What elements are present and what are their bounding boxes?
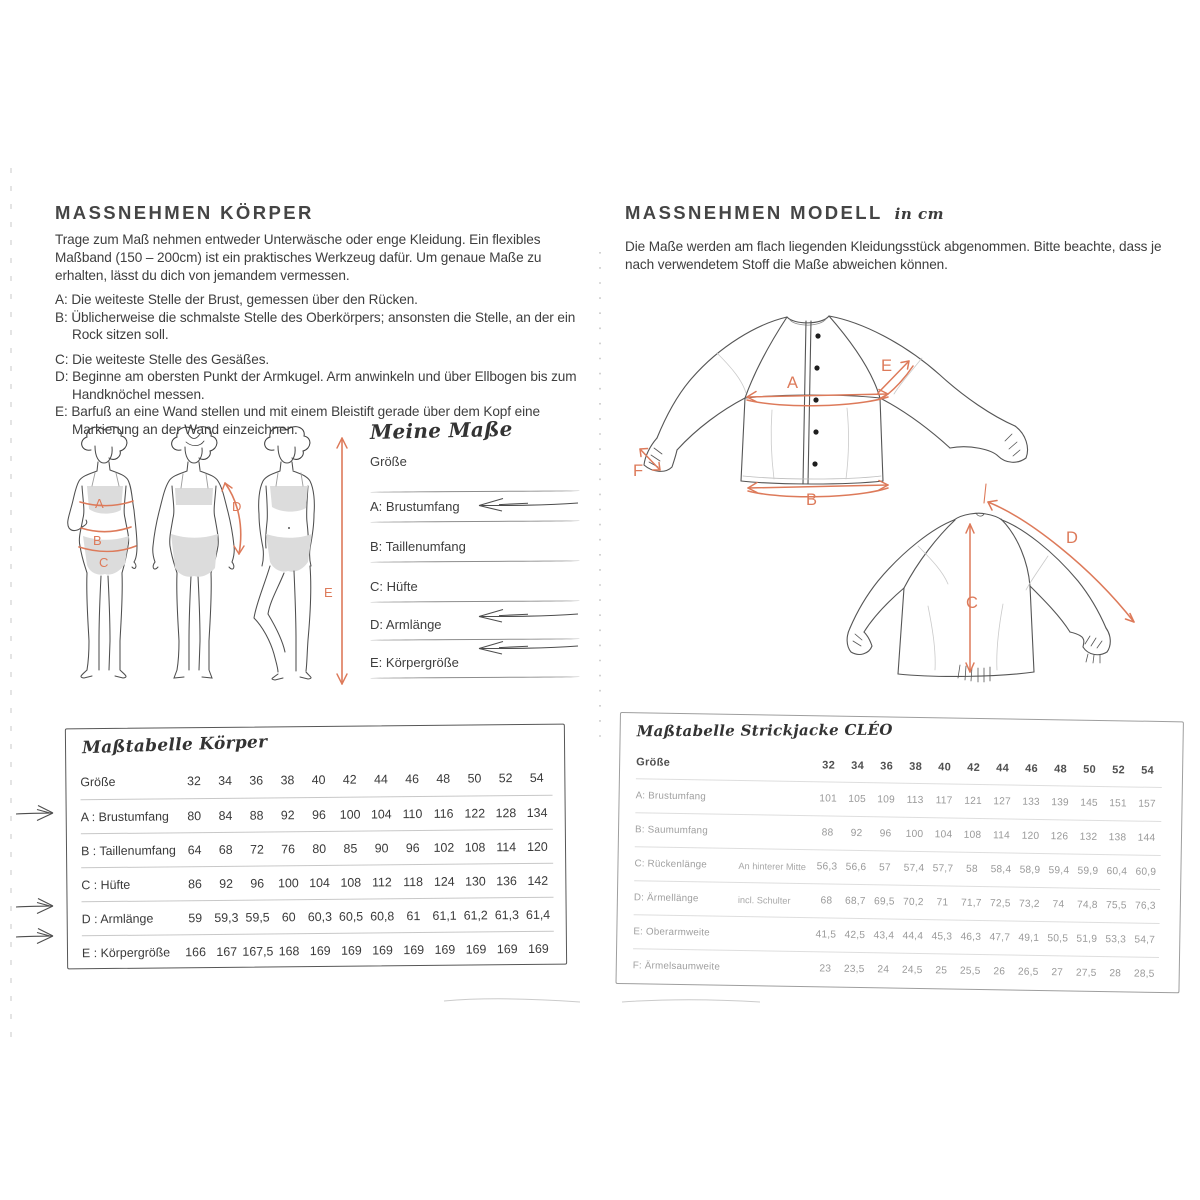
row-label: F: Ärmelsaumweite — [632, 960, 721, 973]
value-cell: 116 — [433, 806, 454, 821]
row-label: E: Oberarmweite — [633, 926, 710, 939]
measurement-field-label: A: Brustumfang — [370, 499, 460, 514]
value-cell: 60,3 — [307, 909, 333, 924]
value-cell: 80 — [187, 808, 202, 823]
value-cell: 50,5 — [1047, 933, 1069, 945]
value-cell: 58,4 — [990, 864, 1012, 876]
measurement-field-label: Größe — [370, 454, 407, 469]
measuring-step: B: Üblicherweise die schmalste Stelle des Oberkörpers; ansonsten die Stelle, an der ein Rock sitzen soll. — [55, 309, 576, 342]
value-cell: 71 — [936, 897, 949, 909]
value-cell: 122 — [464, 805, 486, 821]
size-header-cell: 32 — [822, 759, 836, 772]
value-cell: 157 — [1138, 798, 1156, 810]
value-cell: 59,5 — [245, 909, 270, 925]
size-column-header: Größe — [636, 756, 671, 769]
value-cell: 23 — [819, 963, 832, 975]
hand-drawn-arrow-icon — [472, 639, 580, 655]
value-cell: 49,1 — [1018, 932, 1040, 944]
value-cell: 114 — [496, 839, 517, 854]
value-cell: 68 — [218, 842, 233, 857]
fill-in-line — [370, 560, 580, 563]
value-cell: 101 — [819, 793, 837, 805]
size-header-cell: 50 — [1083, 763, 1097, 776]
value-cell: 68 — [820, 895, 833, 907]
value-cell: 46,3 — [960, 931, 982, 944]
value-cell: 61,3 — [494, 907, 520, 922]
value-cell: 60,8 — [370, 908, 395, 923]
diagram-label-bust: A — [787, 374, 799, 392]
value-cell: 23,5 — [843, 963, 865, 976]
value-cell: 100 — [277, 875, 299, 890]
value-cell: 59,3 — [214, 910, 239, 925]
value-cell: 57 — [878, 862, 891, 874]
diagram-label-upper-arm: E — [881, 357, 893, 375]
value-cell: 24 — [877, 964, 890, 976]
diagram-label-hem: B — [806, 491, 818, 509]
size-header-cell: 40 — [311, 772, 326, 788]
measurement-field — [370, 654, 580, 678]
value-cell: 121 — [964, 795, 982, 808]
value-cell: 92 — [850, 827, 863, 840]
value-cell: 169 — [465, 941, 487, 957]
value-cell: 27,5 — [1075, 967, 1097, 979]
value-cell: 169 — [403, 942, 425, 957]
row-note: An hinterer Mitte — [738, 860, 806, 872]
row-note — [740, 797, 814, 798]
figure-label-arm: D — [232, 499, 242, 514]
margin-arrow-icon — [14, 926, 58, 946]
body-figures-illustration — [42, 426, 352, 694]
value-cell: 61 — [406, 908, 421, 923]
garment-measurement-table — [615, 712, 1183, 993]
size-header-cell: 52 — [1112, 764, 1126, 777]
value-cell: 72 — [249, 842, 264, 857]
size-header-cell: 50 — [467, 771, 482, 786]
value-cell: 138 — [1108, 832, 1127, 844]
left-section-title: MASSNEHMEN KÖRPER — [55, 202, 314, 223]
value-cell: 169 — [496, 941, 518, 956]
note-column-header — [740, 764, 814, 765]
value-cell: 80 — [312, 841, 327, 856]
row-note — [739, 831, 813, 832]
size-header-cell: 46 — [1025, 762, 1039, 775]
value-cell: 102 — [433, 840, 455, 855]
fill-in-line — [370, 490, 580, 493]
size-header-cell: 42 — [342, 772, 357, 787]
size-header-cell: 54 — [1141, 764, 1155, 777]
value-cell: 108 — [340, 875, 362, 890]
value-cell: 134 — [526, 805, 548, 820]
left-intro-paragraph: Trage zum Maß nehmen entweder Unterwäsche oder enge Kleidung. Ein flexibles Maßband (150 – 200cm) ist ein praktisches Werkzeug dafür. Um genaue Maße zu erhalten, lässt du dich von jemandem vermessen. — [55, 232, 542, 283]
row-label: C : Hüfte — [81, 877, 131, 892]
size-column-header: Größe — [80, 774, 116, 790]
fill-in-line — [370, 600, 580, 603]
value-cell: 118 — [403, 874, 424, 889]
value-cell: 108 — [464, 839, 486, 855]
value-cell: 25,5 — [959, 965, 981, 978]
table-title: Maßtabelle Strickjacke CLÉO — [636, 720, 893, 741]
row-label: B: Saumumfang — [634, 824, 708, 837]
size-header-cell: 38 — [909, 760, 923, 774]
value-cell: 43,4 — [873, 930, 895, 942]
value-cell: 96 — [879, 828, 892, 840]
value-cell: 73,2 — [1018, 898, 1040, 910]
value-cell: 167 — [216, 944, 238, 959]
row-label: D: Ärmellänge — [633, 892, 699, 905]
value-cell: 53,3 — [1105, 934, 1127, 946]
size-header-cell: 42 — [967, 761, 981, 774]
value-cell: 61,1 — [432, 908, 457, 923]
value-cell: 104 — [934, 829, 953, 841]
value-cell: 130 — [464, 873, 486, 889]
value-cell: 72,5 — [989, 898, 1011, 910]
value-cell: 86 — [187, 876, 202, 891]
size-header-cell: 48 — [436, 771, 451, 786]
table-row — [81, 863, 553, 902]
diagram-label-back-length: C — [966, 594, 978, 612]
size-header-cell: 40 — [938, 761, 952, 774]
value-cell: 124 — [433, 874, 455, 889]
value-cell: 74,8 — [1076, 899, 1098, 911]
size-header-cell: 36 — [249, 773, 264, 788]
value-cell: 76,3 — [1134, 900, 1156, 912]
form-title: Meine Maße — [369, 416, 513, 444]
value-cell: 120 — [527, 839, 548, 854]
value-cell: 60,5 — [338, 909, 364, 924]
size-header-cell: 38 — [280, 773, 295, 788]
diagram-label-sleeve: D — [1066, 529, 1078, 547]
value-cell: 167,5 — [242, 943, 274, 959]
size-header-cell: 54 — [529, 770, 544, 785]
value-cell: 58,9 — [1019, 864, 1041, 876]
value-cell: 57,4 — [903, 862, 925, 875]
row-label: B : Taillenumfang — [80, 842, 176, 858]
value-cell: 151 — [1109, 798, 1127, 810]
value-cell: 109 — [877, 794, 895, 806]
body-measurement-table — [65, 724, 567, 970]
fill-in-line — [370, 676, 580, 679]
value-cell: 60,9 — [1135, 866, 1157, 878]
value-cell: 47,7 — [989, 932, 1011, 944]
value-cell: 76 — [281, 841, 296, 856]
right-section-header — [625, 202, 944, 224]
value-cell: 168 — [278, 943, 300, 958]
value-cell: 100 — [905, 828, 924, 841]
value-cell: 42,5 — [844, 929, 866, 942]
measuring-steps-list — [55, 291, 583, 438]
figure-label-height: E — [324, 585, 333, 600]
row-note: incl. Schulter — [737, 894, 791, 906]
value-cell: 60,4 — [1106, 866, 1128, 878]
value-cell: 108 — [963, 829, 982, 842]
value-cell: 142 — [527, 873, 549, 888]
measurement-field — [370, 538, 580, 562]
value-cell: 114 — [992, 830, 1011, 842]
value-cell: 117 — [935, 795, 953, 807]
value-cell: 28,5 — [1133, 968, 1155, 980]
value-cell: 88 — [821, 827, 834, 839]
value-cell: 44,4 — [902, 930, 924, 943]
table-title: Maßtabelle Körper — [81, 732, 268, 759]
size-header-cell: 34 — [218, 773, 233, 788]
size-header-cell: 34 — [851, 759, 865, 773]
value-cell: 59,4 — [1048, 865, 1070, 877]
value-cell: 145 — [1080, 797, 1098, 809]
row-label: A : Brustumfang — [80, 808, 169, 824]
size-header-cell: 46 — [405, 772, 420, 787]
value-cell: 56,3 — [816, 861, 838, 873]
value-cell: 96 — [250, 875, 265, 891]
value-cell: 27 — [1051, 967, 1064, 979]
measurement-field — [370, 616, 580, 640]
value-cell: 104 — [309, 875, 330, 890]
measurement-field-label: D: Armlänge — [370, 617, 442, 632]
value-cell: 120 — [1021, 830, 1040, 842]
size-header-cell: 52 — [498, 771, 513, 786]
value-cell: 51,9 — [1076, 933, 1098, 945]
size-header-cell: 44 — [373, 772, 388, 787]
value-cell: 112 — [371, 874, 392, 889]
value-cell: 45,3 — [931, 931, 953, 943]
margin-arrow-icon — [14, 896, 58, 916]
measurement-field-label: C: Hüfte — [370, 579, 418, 594]
fill-in-line — [370, 520, 580, 523]
value-cell: 104 — [370, 806, 392, 821]
row-note — [737, 933, 811, 934]
table-row — [81, 795, 553, 834]
size-header-cell: 48 — [1054, 763, 1068, 776]
value-cell: 132 — [1079, 831, 1098, 843]
value-cell: 59 — [188, 910, 203, 925]
value-cell: 60 — [281, 909, 296, 924]
row-label: C: Rückenlänge — [634, 858, 708, 871]
row-label: D : Armlänge — [81, 911, 154, 926]
value-cell: 88 — [249, 808, 264, 823]
value-cell: 61,4 — [525, 907, 551, 922]
jacket-back-diagram — [838, 476, 1168, 694]
value-cell: 85 — [343, 841, 358, 856]
row-label: A: Brustumfang — [635, 790, 707, 803]
value-cell: 169 — [372, 942, 393, 957]
hand-drawn-arrow-icon — [472, 496, 580, 512]
value-cell: 169 — [309, 943, 331, 958]
column-divider-dotted — [596, 252, 604, 746]
figure-label-bust: A — [95, 496, 104, 511]
value-cell: 74 — [1052, 899, 1065, 911]
value-cell: 113 — [906, 794, 924, 807]
value-cell: 71,7 — [960, 897, 982, 910]
figure-label-waist: B — [93, 533, 102, 548]
value-cell: 139 — [1051, 797, 1069, 809]
value-cell: 169 — [434, 942, 456, 957]
value-cell: 26,5 — [1017, 966, 1039, 978]
value-cell: 92 — [280, 807, 295, 822]
value-cell: 24,5 — [901, 964, 923, 977]
right-intro-paragraph: Die Maße werden am flach liegenden Kleidungsstück abgenommen. Bitte beachte, dass je nach verwendetem Stoff die Maße abweichen können. — [625, 239, 1162, 272]
measurement-field — [370, 498, 580, 522]
measuring-step: E: Barfuß an eine Wand stellen und mit einem Bleistift gerade über dem Kopf eine Markierung an der Wand einzeichnen. — [55, 404, 540, 437]
table-row — [82, 931, 554, 970]
figure-label-hip: C — [99, 555, 109, 570]
unit-note: in cm — [894, 205, 945, 223]
my-measurements-form — [369, 416, 580, 680]
value-cell: 84 — [218, 808, 233, 823]
row-note — [737, 967, 811, 968]
value-cell: 58 — [965, 863, 978, 875]
value-cell: 126 — [1050, 831, 1069, 843]
value-cell: 69,5 — [873, 896, 895, 908]
value-cell: 133 — [1022, 796, 1040, 808]
value-cell: 70,2 — [902, 896, 924, 909]
value-cell: 166 — [185, 944, 206, 959]
margin-arrow-icon — [14, 803, 58, 823]
value-cell: 127 — [993, 796, 1011, 808]
value-cell: 92 — [219, 876, 234, 891]
value-cell: 100 — [339, 807, 361, 822]
diagram-label-cuff: F — [633, 462, 644, 480]
size-header-cell: 36 — [880, 760, 894, 773]
value-cell: 169 — [340, 943, 362, 958]
measurement-field — [370, 578, 580, 602]
value-cell: 128 — [495, 805, 517, 820]
value-cell: 105 — [848, 793, 866, 806]
value-cell: 61,2 — [463, 907, 488, 923]
value-cell: 57,7 — [932, 863, 954, 875]
value-cell: 59,9 — [1077, 865, 1099, 877]
value-cell: 90 — [374, 840, 389, 855]
measuring-step: D: Beginne am obersten Punkt der Armkugel. Arm anwinkeln und über Ellbogen bis zum Handknöchel messen. — [55, 369, 577, 402]
value-cell: 110 — [402, 806, 423, 821]
value-cell: 26 — [993, 966, 1006, 978]
measuring-step: C: Die weiteste Stelle des Gesäßes. — [55, 351, 270, 367]
table-row — [82, 897, 554, 936]
table-header-row — [80, 761, 552, 800]
value-cell: 41,5 — [815, 929, 837, 941]
value-cell: 68,7 — [844, 895, 866, 908]
value-cell: 96 — [405, 840, 420, 855]
value-cell: 169 — [527, 941, 549, 956]
size-header-cell: 32 — [186, 774, 201, 789]
value-cell: 25 — [935, 965, 948, 977]
value-cell: 96 — [311, 807, 326, 822]
right-section-title: MASSNEHMEN MODELL — [625, 202, 883, 223]
value-cell: 28 — [1109, 968, 1122, 980]
value-cell: 144 — [1137, 832, 1156, 844]
page-edge-lines — [438, 992, 768, 1006]
value-cell: 54,7 — [1134, 934, 1156, 946]
size-header-cell: 44 — [996, 762, 1010, 775]
value-cell: 75,5 — [1105, 900, 1127, 912]
row-label: E : Körpergröße — [81, 944, 171, 960]
hand-drawn-arrow-icon — [472, 607, 580, 623]
measuring-step: A: Die weiteste Stelle der Brust, gemessen über den Rücken. — [55, 292, 418, 307]
value-cell: 136 — [496, 873, 517, 888]
value-cell: 56,6 — [845, 861, 867, 874]
measurement-field-label: B: Taillenumfang — [370, 539, 466, 554]
measurement-field-label: E: Körpergröße — [370, 655, 459, 670]
value-cell: 64 — [187, 842, 202, 857]
measurement-field — [370, 453, 580, 492]
table-row — [81, 829, 553, 868]
